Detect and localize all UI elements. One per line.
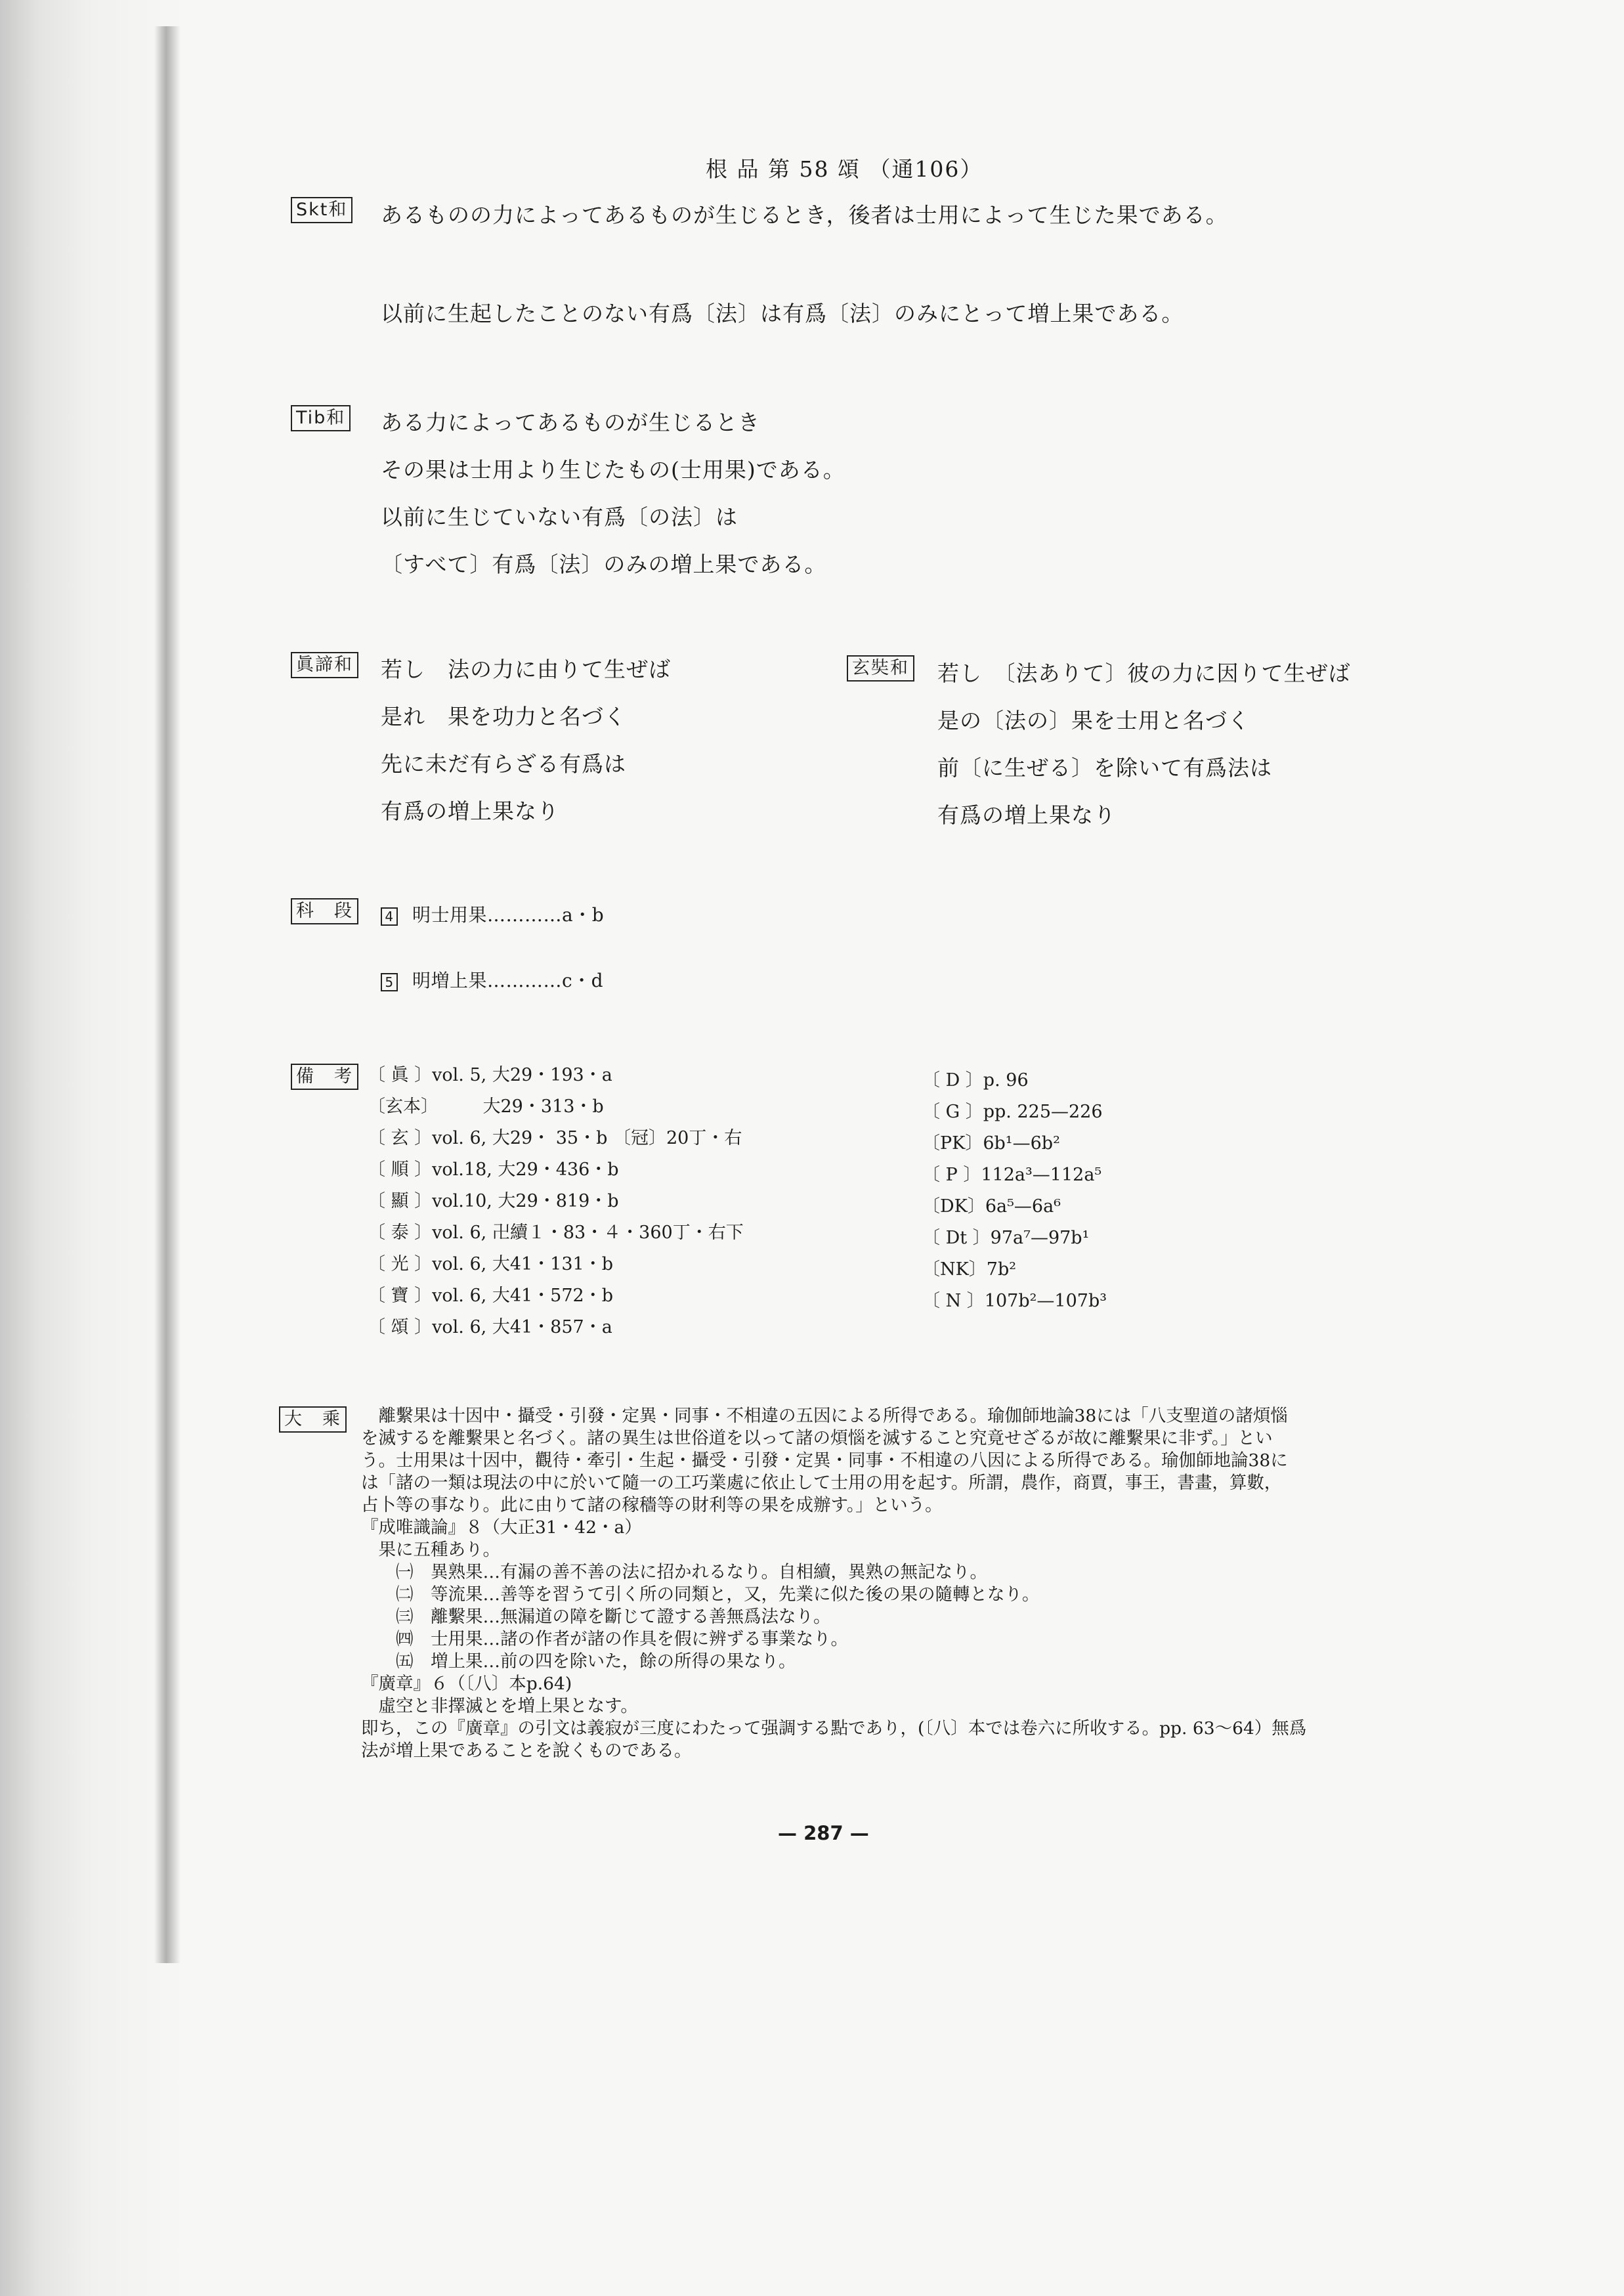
biko-ref: 〔 P 〕112a³—112a⁵ xyxy=(922,1165,1102,1185)
biko-ref: 〔 G 〕pp. 225—226 xyxy=(922,1102,1103,1122)
taijo-line: ㈡ 等流果…善等を習うて引く所の同類と，又，先業に似た後の果の隨轉となり。 xyxy=(361,1584,1040,1605)
biko-ref: 〔NK〕7b² xyxy=(922,1259,1017,1280)
biko-left-list xyxy=(368,1060,744,1343)
biko-ref: 〔DK〕6a⁵—6a⁶ xyxy=(922,1196,1061,1217)
genjo-line: 前〔に生ぜる〕を除いて有爲法は xyxy=(937,755,1272,781)
shindai-line: 有爲の増上果なり xyxy=(381,798,559,824)
genjo-line: 是の〔法の〕果を士用と名づく xyxy=(937,708,1250,733)
taijo-line: ㈤ 増上果…前の四を除いた，餘の所得の果なり。 xyxy=(361,1651,796,1672)
shindai-line: 先に未だ有らざる有爲は xyxy=(381,751,626,777)
page-title: 根 品 第 58 頌 （通106） xyxy=(706,156,983,182)
taijo-line: ㈣ 士用果…諸の作者が諸の作具を假に辨ずる事業なり。 xyxy=(361,1629,848,1649)
biko-ref: 〔 光 〕vol. 6, 大41・131・b xyxy=(368,1254,613,1274)
biko-ref: 〔 D 〕p. 96 xyxy=(922,1070,1029,1091)
shindai-line: 若し 法の力に由りて生ぜば xyxy=(381,657,671,682)
kadan-item: 4 明士用果…………a・b xyxy=(381,901,604,927)
biko-ref: 〔 顯 〕vol.10, 大29・819・b xyxy=(368,1191,619,1211)
biko-right-list xyxy=(922,1065,1107,1317)
biko-ref: 〔 Dt 〕97a⁷—97b¹ xyxy=(922,1228,1090,1248)
taijo-line: 離繫果は十因中・攝受・引發・定異・同事・不相違の五因による所得である。瑜伽師地論38には「八支聖道の諸煩惱 xyxy=(361,1406,1288,1426)
taijo-line: ㈢ 離繫果…無漏道の障を斷じて證する善無爲法なり。 xyxy=(361,1607,831,1627)
taijo-line: 即ち，この『廣章』の引文は義寂が三度にわたって强調する點であり，(〔八〕本では卷六に所收する。pp. 63～64）無爲 xyxy=(361,1718,1307,1739)
tib-line: その果は士用より生じたもの(士用果)である。 xyxy=(381,457,845,483)
taijo-line: 占卜等の事なり。此に由りて諸の稼穡等の財利等の果を成辦す。」という。 xyxy=(361,1495,943,1515)
taijo-label-box: 大 乘 xyxy=(279,1406,347,1433)
page-number: — 287 — xyxy=(778,1822,869,1844)
taijo-line: 虛空と非擇滅とを増上果となす。 xyxy=(361,1696,638,1716)
skt-label-box: Skt和 xyxy=(291,197,353,223)
taijo-line: 『廣章』６（〔八〕本p.64) xyxy=(361,1674,572,1694)
kadan-label-box: 科 段 xyxy=(291,898,358,924)
biko-ref: 〔 頌 〕vol. 6, 大41・857・a xyxy=(368,1317,612,1337)
biko-ref: 〔 N 〕107b²—107b³ xyxy=(922,1291,1107,1311)
taijo-line: 法が増上果であることを說くものである。 xyxy=(361,1741,692,1761)
tib-line: 〔すべて〕有爲〔法〕のみの増上果である。 xyxy=(381,552,827,577)
skt-line-2: 以前に生起したことのない有爲〔法〕は有爲〔法〕のみにとって増上果である。 xyxy=(381,301,1184,326)
biko-ref: 〔 順 〕vol.18, 大29・436・b xyxy=(368,1159,619,1180)
genjo-line: 若し 〔法ありて〕彼の力に因りて生ぜば xyxy=(937,661,1351,686)
shindai-line: 是れ 果を功力と名づく xyxy=(381,704,626,729)
scan-binding-shadow xyxy=(154,26,181,1963)
taijo-line: ㈠ 異熟果…有漏の善不善の法に招かれるなり。自相續，異熟の無記なり。 xyxy=(361,1562,987,1582)
tib-line: 以前に生じていない有爲〔の法〕は xyxy=(381,504,738,530)
taijo-line: う。士用果は十因中，觀待・牽引・生起・攝受・引發・定異・同事・不相違の八因による所得である。瑜伽師地論38に xyxy=(361,1450,1288,1471)
genjo-line: 有爲の増上果なり xyxy=(937,802,1116,828)
taijo-line: 『成唯識論』８（大正31・42・a） xyxy=(361,1517,642,1538)
shindai-label-box: 眞諦和 xyxy=(291,652,358,678)
taijo-body xyxy=(361,1405,1306,1762)
biko-ref: 〔 泰 〕vol. 6, 卍續１・83・４・360丁・右下 xyxy=(368,1223,744,1243)
taijo-line: 果に五種あり。 xyxy=(361,1540,500,1560)
biko-ref: 〔 眞 〕vol. 5, 大29・193・a xyxy=(368,1065,612,1085)
tib-label-box: Tib和 xyxy=(291,405,351,431)
biko-ref: 〔PK〕6b¹—6b² xyxy=(922,1133,1060,1154)
biko-ref: 〔 寶 〕vol. 6, 大41・572・b xyxy=(368,1286,613,1306)
skt-line-1: あるものの力によってあるものが生じるとき，後者は士用によって生じた果である。 xyxy=(381,202,1228,228)
taijo-line: を滅するを離繫果と名づく。諸の異生は世俗道を以って諸の煩惱を滅すること究竟せざるが故に離繫果に非ず。」とい xyxy=(361,1428,1273,1448)
genjo-label-box: 玄奘和 xyxy=(847,655,914,682)
biko-ref: 〔 玄 〕vol. 6, 大29・ 35・b 〔冠〕20丁・右 xyxy=(368,1128,742,1148)
taijo-line: は「諸の一類は現法の中に於いて隨一の工巧業處に依止して士用の用を起す。所謂，農作，商賈，事王，書畫，算數， xyxy=(361,1473,1282,1493)
biko-label-box: 備 考 xyxy=(291,1064,358,1090)
tib-line: ある力によってあるものが生じるとき xyxy=(381,410,760,435)
biko-ref: 〔玄本〕 大29・313・b xyxy=(368,1096,604,1117)
kadan-item: 5 明増上果…………c・d xyxy=(381,966,603,993)
